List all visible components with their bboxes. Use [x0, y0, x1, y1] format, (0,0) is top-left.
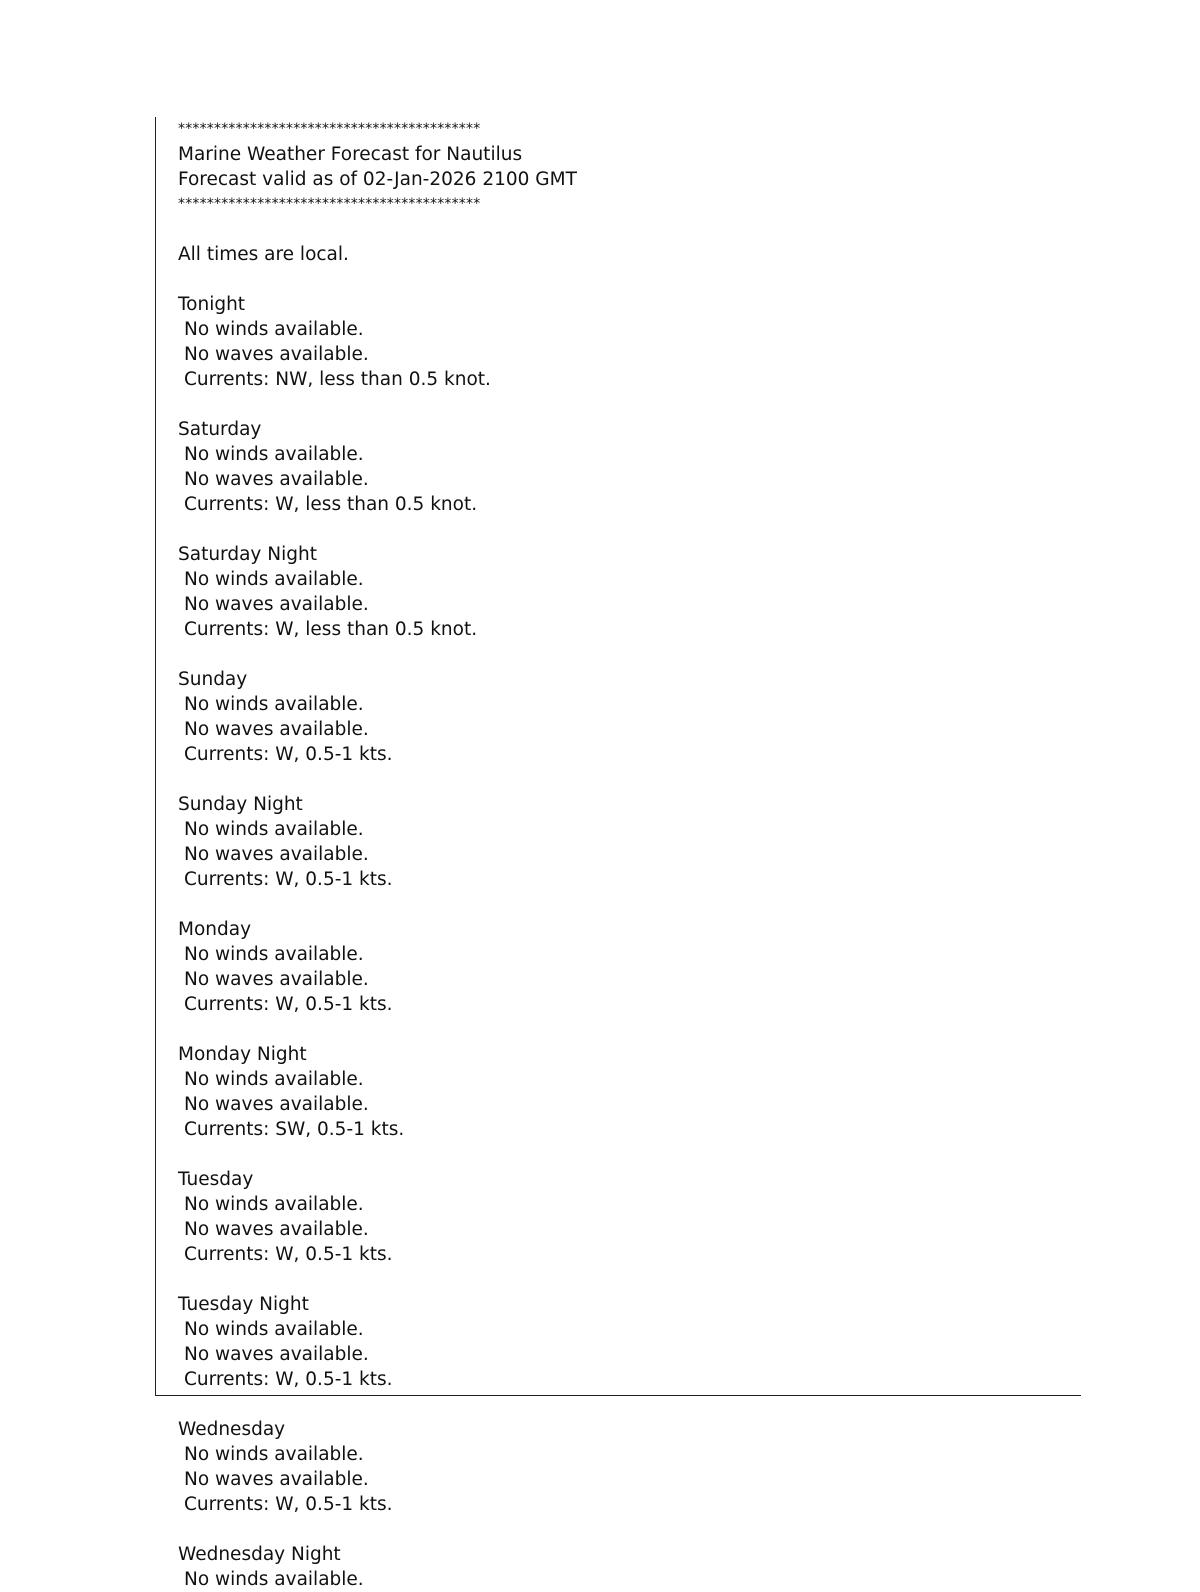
period-block — [178, 542, 1058, 667]
winds-text: No winds available. — [184, 944, 364, 965]
period-block — [178, 417, 1058, 542]
spacer — [178, 1017, 1058, 1042]
period-block — [178, 1542, 1058, 1592]
winds-text: No winds available. — [184, 569, 364, 590]
forecast-valid-time: Forecast valid as of 02-Jan-2026 2100 GMT — [178, 169, 577, 190]
forecast-document — [178, 117, 1058, 1592]
currents-text: Currents: W, 0.5-1 kts. — [184, 994, 393, 1015]
winds-text: No winds available. — [184, 819, 364, 840]
waves-text: No waves available. — [184, 1469, 369, 1490]
left-border-rule — [155, 117, 156, 1396]
spacer — [178, 517, 1058, 542]
period-name: Saturday Night — [178, 544, 317, 565]
period-name: Saturday — [178, 419, 262, 440]
period-block — [178, 1292, 1058, 1417]
period-name: Tuesday Night — [178, 1294, 309, 1315]
spacer — [178, 1392, 1058, 1417]
winds-text: No winds available. — [184, 319, 364, 340]
currents-text: Currents: W, 0.5-1 kts. — [184, 1494, 393, 1515]
currents-text: Currents: NW, less than 0.5 knot. — [184, 369, 491, 390]
waves-text: No waves available. — [184, 969, 369, 990]
spacer — [178, 767, 1058, 792]
waves-text: No waves available. — [184, 344, 369, 365]
waves-text: No waves available. — [184, 844, 369, 865]
currents-text: Currents: W, less than 0.5 knot. — [184, 494, 478, 515]
period-block — [178, 1167, 1058, 1292]
period-name: Tuesday — [178, 1169, 254, 1190]
period-name: Wednesday — [178, 1419, 286, 1440]
period-block — [178, 792, 1058, 917]
header-stars-top: ****************************************** — [178, 121, 481, 137]
spacer — [178, 1267, 1058, 1292]
winds-text: No winds available. — [184, 694, 364, 715]
winds-text: No winds available. — [184, 1444, 364, 1465]
period-name: Tonight — [178, 294, 246, 315]
currents-text: Currents: W, 0.5-1 kts. — [184, 1244, 393, 1265]
spacer — [178, 267, 1058, 292]
waves-text: No waves available. — [184, 719, 369, 740]
waves-text: No waves available. — [184, 469, 369, 490]
header-stars-bottom: ****************************************** — [178, 196, 481, 212]
period-block — [178, 1417, 1058, 1542]
winds-text: No winds available. — [184, 1569, 364, 1590]
currents-text: Currents: W, 0.5-1 kts. — [184, 869, 393, 890]
currents-text: Currents: W, 0.5-1 kts. — [184, 744, 393, 765]
winds-text: No winds available. — [184, 1194, 364, 1215]
currents-text: Currents: SW, 0.5-1 kts. — [184, 1119, 405, 1140]
period-block — [178, 1042, 1058, 1167]
spacer — [178, 1142, 1058, 1167]
currents-text: Currents: W, less than 0.5 knot. — [184, 619, 478, 640]
spacer — [178, 1517, 1058, 1542]
period-name: Sunday — [178, 669, 248, 690]
spacer — [178, 892, 1058, 917]
forecast-title: Marine Weather Forecast for Nautilus — [178, 144, 523, 165]
waves-text: No waves available. — [184, 1094, 369, 1115]
period-name: Sunday Night — [178, 794, 303, 815]
period-name: Wednesday Night — [178, 1544, 341, 1565]
waves-text: No waves available. — [184, 1219, 369, 1240]
period-name: Monday — [178, 919, 252, 940]
currents-text: Currents: W, 0.5-1 kts. — [184, 1369, 393, 1390]
spacer — [178, 217, 1058, 242]
winds-text: No winds available. — [184, 444, 364, 465]
period-block — [178, 917, 1058, 1042]
period-block — [178, 292, 1058, 417]
waves-text: No waves available. — [184, 594, 369, 615]
spacer — [178, 392, 1058, 417]
period-name: Monday Night — [178, 1044, 307, 1065]
spacer — [178, 642, 1058, 667]
winds-text: No winds available. — [184, 1069, 364, 1090]
waves-text: No waves available. — [184, 1344, 369, 1365]
times-note: All times are local. — [178, 244, 349, 265]
period-block — [178, 667, 1058, 792]
winds-text: No winds available. — [184, 1319, 364, 1340]
